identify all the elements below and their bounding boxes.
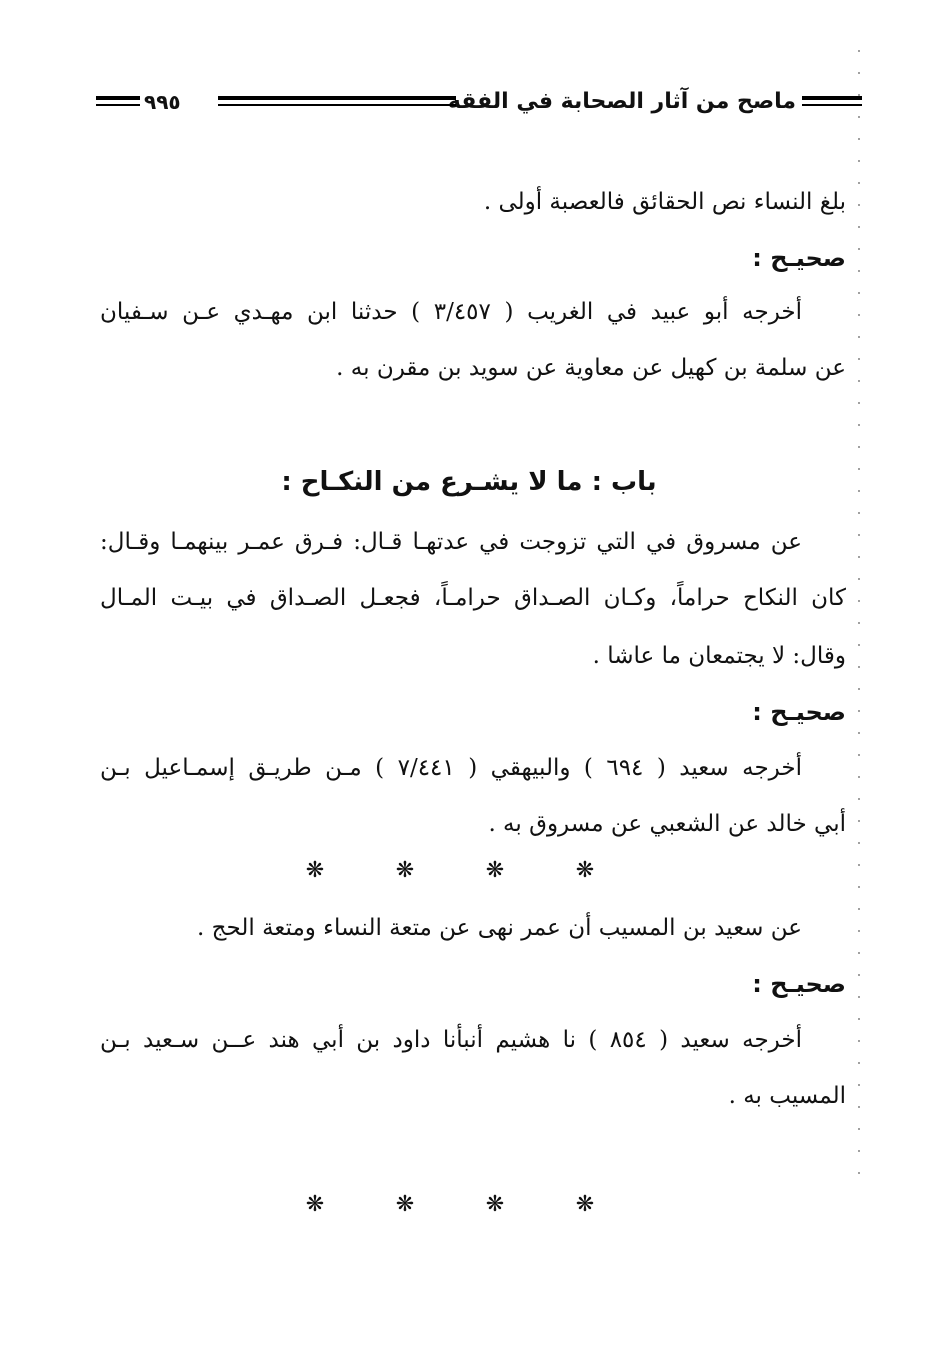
separator-star-icon: ❋ — [305, 1192, 325, 1217]
text-line-10: أخرجه سعيد ( ٨٥٤ ) نا هشيم أنبأنا داود بن أبي هند عــن سـعيد بـن — [100, 1027, 802, 1053]
sahih-label-3: صحيـح : — [752, 970, 846, 998]
separator-star-icon: ❋ — [575, 858, 595, 883]
text-line-6: وقال: لا يجتمعان ما عاشا . — [592, 643, 846, 669]
sahih-label-2: صحيـح : — [752, 698, 846, 726]
header-rule-middle — [218, 96, 456, 106]
separator-star-icon: ❋ — [395, 858, 415, 883]
text-line-7: أخرجه سعيد ( ٦٩٤ ) والبيهقي ( ٧/٤٤١ ) مـن طريـق إسمـاعيل بـن — [100, 755, 802, 781]
chapter-heading: باب : ما لا يشـرع من النكـاح : — [281, 467, 657, 497]
separator-star-icon: ❋ — [575, 1192, 595, 1217]
page-header — [96, 84, 862, 120]
margin-dotted-line — [858, 40, 860, 1180]
text-line-3: عن سلمة بن كهيل عن معاوية عن سويد بن مقرن به . — [336, 355, 846, 381]
text-line-9: عن سعيد بن المسيب أن عمر نهى عن متعة النساء ومتعة الحج . — [197, 915, 802, 941]
header-rule-left — [96, 96, 140, 106]
separator-star-icon: ❋ — [305, 858, 325, 883]
running-title: ماصح من آثار الصحابة في الفقه — [447, 89, 796, 114]
page-number: ٩٩٥ — [144, 90, 181, 114]
text-line-11: المسيب به . — [728, 1083, 846, 1109]
sahih-label-1: صحيـح : — [752, 244, 846, 272]
text-line-1: بلغ النساء نص الحقائق فالعصبة أولى . — [483, 189, 846, 215]
section-separator-2 — [300, 1190, 600, 1220]
text-line-8: أبي خالد عن الشعبي عن مسروق به . — [488, 811, 846, 837]
text-line-2: أخرجه أبو عبيد في الغريب ( ٣/٤٥٧ ) حدثنا ابن مهـدي عـن سـفيان — [100, 299, 803, 325]
text-line-4: عن مسروق في التي تزوجت في عدتهـا قـال: فـرق عمـر بينهمـا وقـال: — [100, 529, 802, 555]
separator-star-icon: ❋ — [485, 858, 505, 883]
separator-star-icon: ❋ — [395, 1192, 415, 1217]
text-line-5: كان النكاح حراماً، وكـان الصـداق حرامـاً، فجعـل الصـداق في بيـت المـال — [100, 585, 846, 611]
separator-star-icon: ❋ — [485, 1192, 505, 1217]
header-rule-right — [802, 96, 862, 106]
section-separator-1 — [300, 856, 600, 886]
